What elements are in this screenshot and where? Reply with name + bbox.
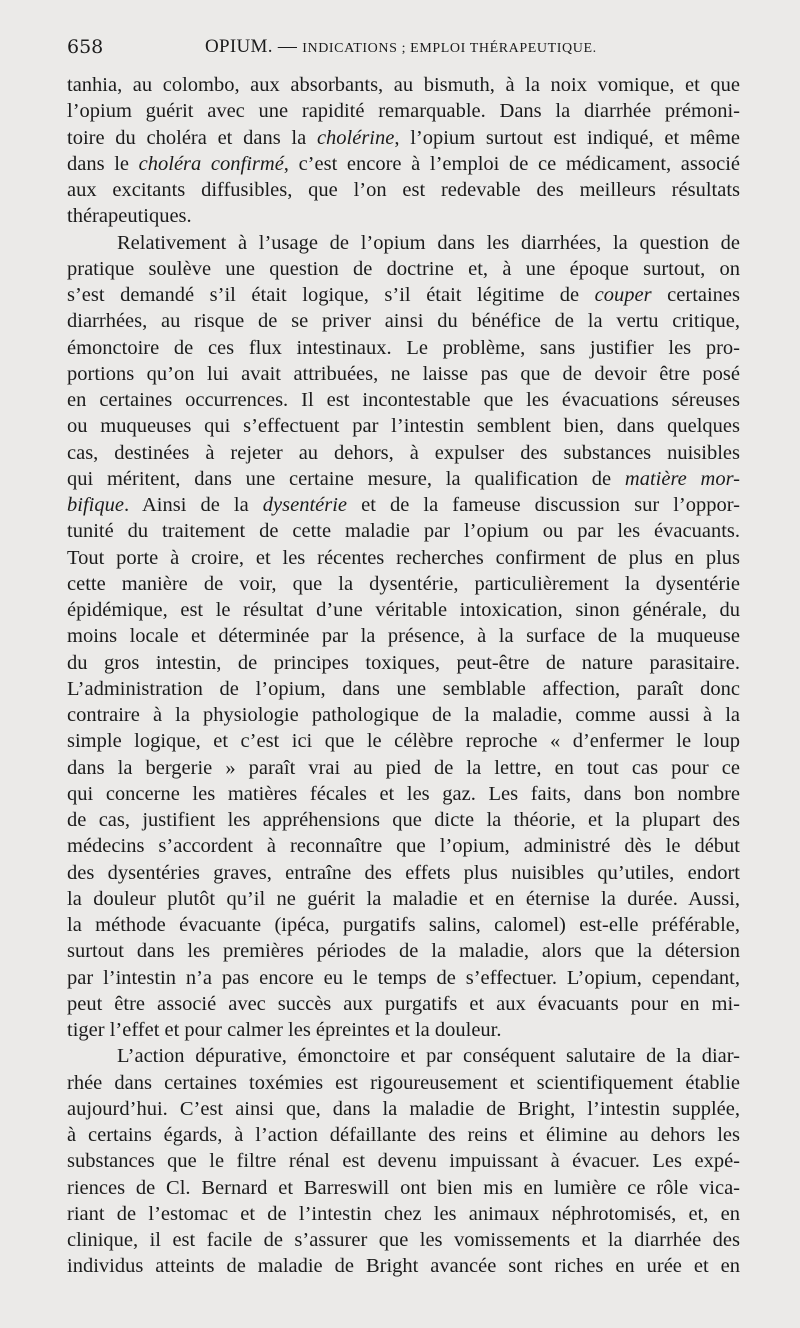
text-line: des dysentéries graves, entraîne des effets plus nuisibles qu’utiles, endort (67, 861, 740, 884)
text-line: diarrhées, au risque de se priver ainsi du bénéfice de la vertu critique, (67, 310, 740, 333)
text-line: L’administration de l’opium, dans une semblable affection, paraît donc (67, 677, 740, 700)
text-line: médecins s’accordent à reconnaître que l’opium, administré dès le début (67, 835, 740, 858)
text-line: surtout dans les premières périodes de la maladie, alors que la détersion (67, 940, 740, 963)
text-line: la méthode évacuante (ipéca, purgatifs salins, calomel) est-elle préférable, (67, 914, 740, 936)
text-line: qui concerne les matières fécales et les gaz. Les faits, dans bon nombre (67, 782, 740, 805)
text-line: L’action dépurative, émonctoire et par conséquent salutaire de la diar- (117, 1045, 740, 1068)
text-line: Tout porte à croire, et les récentes recherches confirment de plus en plus (67, 546, 740, 569)
text-line: substances que le filtre rénal est devenu impuissant à évacuer. Les expé- (67, 1150, 740, 1173)
text-line: portions qu’on lui avait attribuées, ne laisse pas que de devoir être posé (67, 362, 740, 385)
text-line: dans la bergerie » paraît vrai au pied de la lettre, en tout cas pour ce (67, 756, 740, 779)
text-line: Relativement à l’usage de l’opium dans les diarrhées, la question de (117, 231, 740, 254)
text-line: thérapeutiques. (67, 205, 192, 228)
text-line: pratique soulève une question de doctrine et, à une époque surtout, on (67, 257, 740, 280)
text-line: aux excitants diffusibles, que l’on est redevable des meilleurs résultats (67, 179, 740, 201)
text-line: aujourd’hui. C’est ainsi que, dans la maladie de Bright, l’intestin supplée, (67, 1097, 740, 1120)
running-head (205, 36, 597, 58)
text-line: peut être associé avec succès aux purgatifs et aux évacuants pour en mi- (67, 992, 740, 1015)
paragraph-1 (67, 72, 740, 230)
text-line: tunité du traitement de cette maladie par l’opium ou par les évacuants. (67, 520, 740, 543)
italic-term: bifique (67, 494, 124, 516)
text-line: émonctoire de ces flux intestinaux. Le problème, sans justifier les pro- (67, 336, 740, 359)
paragraph-3 (67, 1043, 740, 1279)
running-head-title: OPIUM. (205, 36, 273, 57)
text-line: moins locale et déterminée par la présence, à la surface de la muqueuse (67, 625, 740, 648)
text-line: s’est demandé s’il était logique, s’il était légitime de couper certaines (67, 284, 741, 306)
text-line: du gros intestin, de principes toxiques, peut-être de nature parasitaire. (67, 651, 740, 674)
text-line: en certaines occurrences. Il est incontestable que les évacuations séreuses (67, 389, 740, 411)
text-line: toire du choléra et dans la cholérine, l’opium surtout est indiqué, et même (67, 126, 740, 149)
text-line: cette manière de voir, que la dysentérie, particulièrement la dysentérie (67, 572, 740, 595)
text-line: rhée dans certaines toxémies est rigoureusement et scientifiquement établie (67, 1071, 740, 1094)
page-header (67, 36, 733, 66)
body-text (67, 72, 740, 1280)
text-line: tiger l’effet et pour calmer les épreintes et la douleur. (67, 1019, 502, 1041)
paragraph-2 (67, 230, 740, 1044)
text-line: individus atteints de maladie de Bright avancée sont riches en urée et en (67, 1255, 740, 1278)
text-line: tanhia, au colombo, aux absorbants, au bismuth, à la noix vomique, et que (67, 74, 740, 96)
text-line: simple logique, et c’est ici que le célèbre reproche « d’enfermer le loup (67, 730, 740, 753)
text-line: clinique, il est facile de s’assurer que les vomissements et la diarrhée des (67, 1229, 740, 1251)
italic-term: couper (594, 284, 652, 306)
text-line: riences de Cl. Bernard et Barreswill ont bien mis en lumière ce rôle vica- (67, 1176, 740, 1199)
italic-term: choléra confirmé (138, 152, 284, 175)
text-line: à certains égards, à l’action défaillante des reins et élimine au dehors les (67, 1124, 740, 1146)
text-line: de cas, justifient les appréhensions que dicte la théorie, et la plupart des (67, 809, 740, 831)
italic-term: cholérine (316, 126, 395, 149)
text-line: épidémique, est le résultat d’une véritable intoxication, sinon générale, du (67, 599, 740, 621)
running-head-subtitle: INDICATIONS ; EMPLOI THÉRAPEUTIQUE. (302, 41, 597, 56)
text-line: riant de l’estomac et de l’intestin chez les animaux néphrotomisés, et, en (67, 1202, 740, 1225)
text-line: par l’intestin n’a pas encore eu le temps de s’effectuer. L’opium, cependant, (67, 966, 740, 989)
text-line: la douleur plutôt qu’il ne guérit la maladie et en éternise la durée. Aussi, (67, 887, 740, 910)
text-line: bifique. Ainsi de la dysentérie et de la fameuse discussion sur l’oppor- (67, 494, 740, 516)
text-line: ou muqueuses qui s’effectuent par l’intestin semblent bien, dans quelques (67, 415, 740, 438)
italic-term: matière mor- (624, 467, 741, 490)
italic-term: dysentérie (262, 494, 348, 516)
text-line: cas, destinées à rejeter au dehors, à expulser des substances nuisibles (67, 441, 740, 464)
text-line: l’opium guérit avec une rapidité remarquable. Dans la diarrhée prémoni- (67, 100, 740, 123)
text-line: dans le choléra confirmé, c’est encore à l’emploi de ce médicament, associé (67, 152, 740, 175)
running-head-dash: — (277, 36, 298, 57)
text-line: contraire à la physiologie pathologique de la maladie, comme aussi à la (67, 704, 740, 726)
text-line: qui méritent, dans une certaine mesure, la qualification de matière mor- (67, 467, 741, 490)
page-number: 658 (67, 36, 104, 58)
